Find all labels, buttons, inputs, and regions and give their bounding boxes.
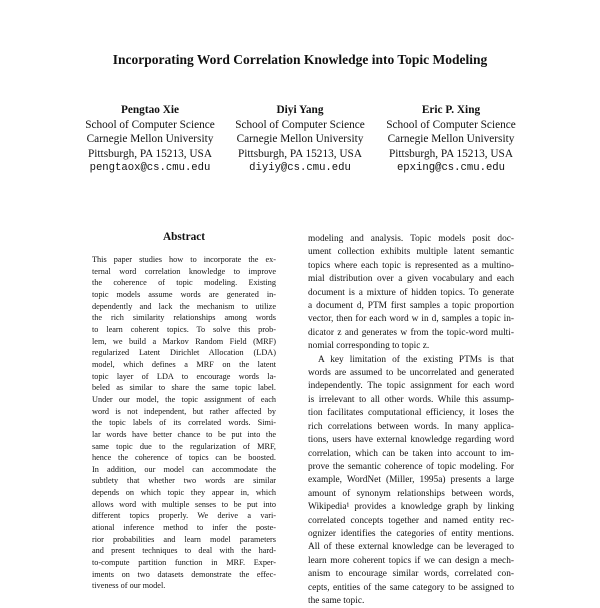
abstract-line: tiveness of our model. <box>92 581 166 591</box>
body-line: is irrelevant to all other words. While this assump- <box>308 394 514 405</box>
author-2 <box>220 103 380 176</box>
author-email: pengtaox@cs.cmu.edu <box>89 162 211 175</box>
body-line: learn more coherent topics if we can design a mech- <box>308 555 514 566</box>
body-line: All of these external knowledge can be leveraged to <box>308 542 514 553</box>
abstract-line: the rich similarity relationships among words <box>92 313 276 323</box>
abstract-line: word is not independent, but rather affected by <box>92 406 276 416</box>
body-line: amount of synonym relationships between words, <box>308 488 514 499</box>
body-text-column <box>308 233 514 608</box>
body-line: document is a mixture of hidden topics. To generate <box>308 287 514 298</box>
body-line: example, WordNet (Miller, 1995a) presents a large <box>308 475 514 486</box>
body-line: dicator z and generates w from the topic-word multi- <box>308 327 514 338</box>
abstract-line: rior probabilities and learn model parameters <box>92 534 276 544</box>
author-name: Eric P. Xing <box>421 104 481 116</box>
abstract-line: lem, we build a Markov Random Field (MRF) <box>92 336 276 346</box>
body-line: tion facilitates computational efficiency, it loses the <box>308 408 514 419</box>
author-city: Pittsburgh, PA 15213, USA <box>389 147 513 160</box>
body-line: anism to encourage similar words, correlated con- <box>308 569 514 580</box>
abstract-line: This paper studies how to incorporate the ex- <box>92 255 276 264</box>
abstract-line: lar words have better chance to be put into the <box>92 429 276 439</box>
body-line: modeling and analysis. Topic models posit doc- <box>308 234 514 244</box>
body-line: correlation, which can be taken into account to im- <box>308 448 514 459</box>
abstract-line: subtlety that whether two words are similar <box>92 476 276 486</box>
author-email: epxing@cs.cmu.edu <box>396 162 506 175</box>
abstract-line: same topic due to the regularization of MRF, <box>92 441 276 451</box>
body-line: vector, then for each word w in d, samples a topic in- <box>308 314 514 325</box>
author-university: Carnegie Mellon University <box>387 133 515 146</box>
author-department: School of Computer Science <box>235 118 365 131</box>
abstract-line: ational inference method to infer the poste- <box>92 523 276 533</box>
abstract-line: different topics properly. We derive a vari- <box>92 511 276 521</box>
author-email: diyiy@cs.cmu.edu <box>249 162 351 175</box>
body-line: topics where each topic is represented as a multino- <box>308 260 514 271</box>
paper-title: Incorporating Word Correlation Knowledge into Topic Modeling <box>112 52 488 67</box>
body-line: independently. The topic assignment for each word <box>308 381 514 392</box>
abstract-line: to learn coherent topics. To solve this prob- <box>92 324 276 334</box>
abstract-line: Under our model, the topic assignment of each <box>92 394 276 404</box>
abstract-line: model, which defines a MRF on the latent <box>92 359 276 369</box>
abstract-line: beled as similar to share the same topic label. <box>92 383 276 393</box>
body-line: A key limitation of the existing PTMs is that <box>318 354 514 365</box>
author-name: Diyi Yang <box>276 104 324 116</box>
abstract-line: In addition, our model can accommodate the <box>92 464 276 474</box>
body-line: cepts, entities of the same category to be assigned to <box>308 582 514 593</box>
body-line: ognizer identifies the categories of entity mentions. <box>308 528 514 539</box>
abstract-line: and present techniques to deal with the hard- <box>92 546 276 556</box>
abstract-line: to-compute partition function in MRF. Exper- <box>92 558 276 568</box>
body-line: words are assumed to be uncorrelated and generated <box>308 368 514 379</box>
body-line: prove the semantic coherence of topic modeling. For <box>308 461 514 472</box>
abstract-line: allows word with multiple senses to be put into <box>92 499 276 509</box>
body-line: rich correlations between words. In many applica- <box>308 421 514 432</box>
abstract-line: depends on which topic they appear in, which <box>92 488 276 498</box>
abstract-line: topic layer of LDA to encourage words la- <box>92 371 276 381</box>
abstract-line: ternal word correlation knowledge to improve <box>92 266 276 276</box>
author-city: Pittsburgh, PA 15213, USA <box>238 147 362 160</box>
body-line: a document d, PTM first samples a topic proportion <box>308 301 514 312</box>
abstract-heading: Abstract <box>162 231 206 243</box>
body-line: mial distribution over a given vocabulary and each <box>308 274 514 285</box>
body-line: nomial corresponding to topic z. <box>308 341 430 352</box>
abstract-line: dependently and lack the mechanism to utilize <box>92 301 276 311</box>
abstract-line: topic models assume words are generated in- <box>92 289 276 299</box>
author-city: Pittsburgh, PA 15213, USA <box>88 147 212 160</box>
abstract-line: the topic labels of its correlated words. Simi- <box>92 418 276 428</box>
body-line: correlated concepts together and named entity rec- <box>308 515 514 526</box>
abstract-text <box>92 254 276 592</box>
author-block <box>0 103 600 173</box>
abstract-line: iments on two datasets demonstrate the effec- <box>92 569 276 579</box>
author-1 <box>70 103 230 176</box>
author-3 <box>371 103 531 176</box>
author-university: Carnegie Mellon University <box>86 133 214 146</box>
body-line: Wikipedia¹ provides a knowledge graph by linking <box>308 502 514 513</box>
abstract-line: hence the coherence of topics can be boosted. <box>92 453 276 463</box>
body-line: tions, users have external knowledge regarding word <box>308 435 514 446</box>
body-line: ument collection exhibits multiple latent semantic <box>308 247 514 258</box>
author-department: School of Computer Science <box>386 118 516 131</box>
abstract-line: the coherence of topic modeling. Existing <box>92 278 276 288</box>
author-name: Pengtao Xie <box>120 104 180 116</box>
author-department: School of Computer Science <box>85 118 215 131</box>
body-line: the same topic. <box>308 595 365 606</box>
abstract-line: regularized Latent Dirichlet Allocation (LDA) <box>92 348 276 358</box>
author-university: Carnegie Mellon University <box>236 133 364 146</box>
